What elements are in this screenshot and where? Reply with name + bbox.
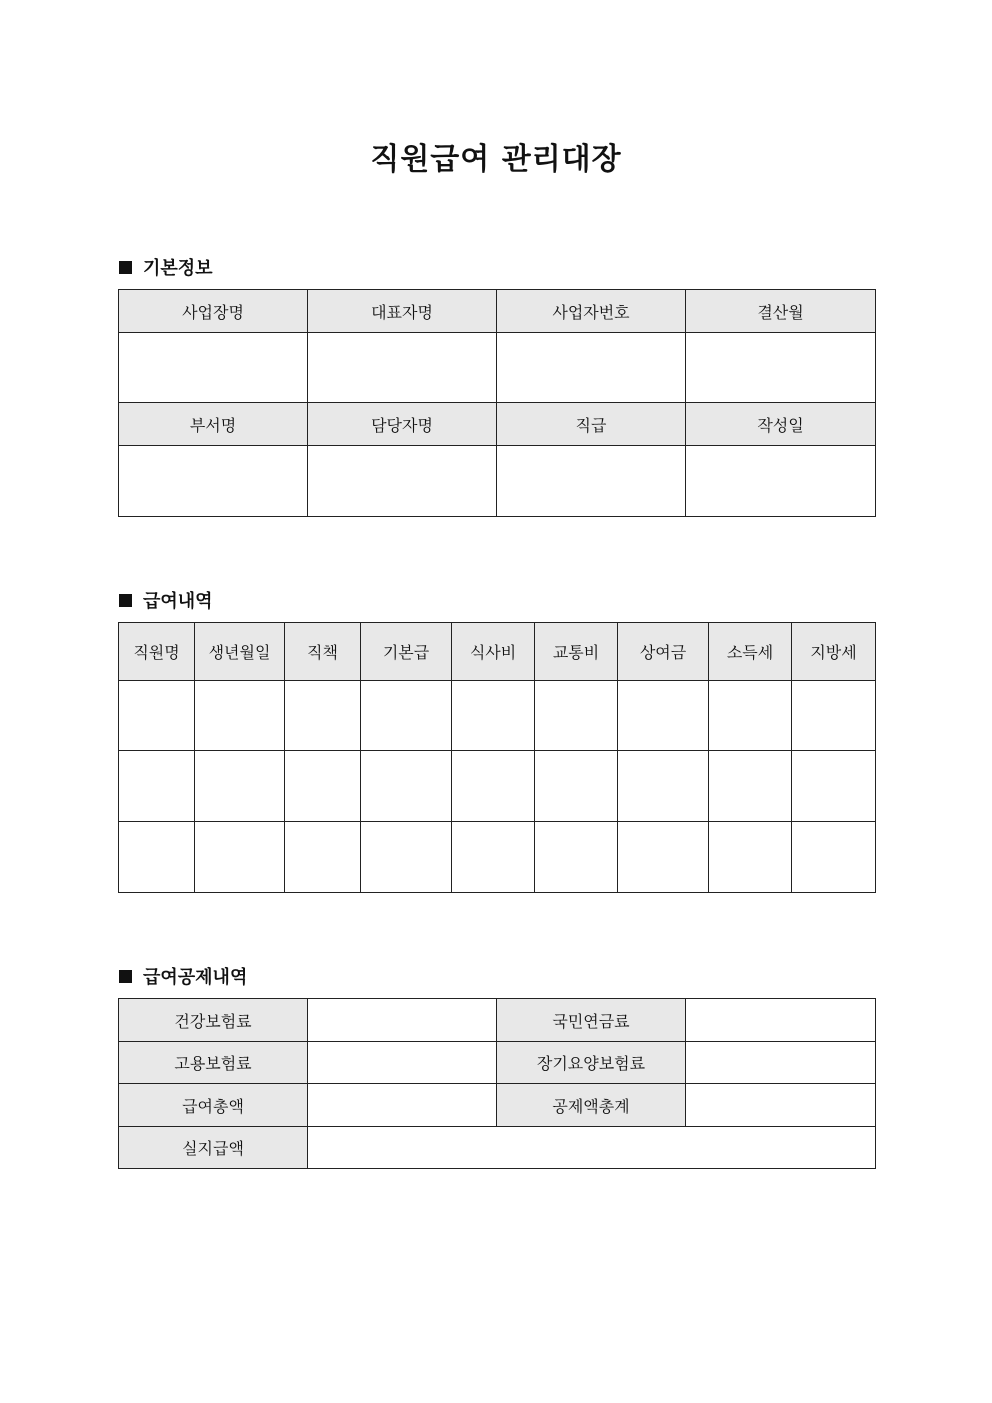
table-cell[interactable] (618, 681, 709, 751)
input-cell-net-pay[interactable] (308, 1127, 876, 1169)
header-position: 직급 (497, 403, 686, 446)
page-title: 직원급여 관리대장 (370, 142, 622, 177)
input-cell-written-date[interactable] (686, 446, 876, 517)
input-cell-long-term-care-insurance[interactable] (686, 1042, 876, 1084)
table-cell[interactable] (119, 751, 195, 822)
table-cell[interactable] (535, 822, 618, 893)
table-cell[interactable] (618, 822, 709, 893)
input-cell-health-insurance[interactable] (308, 999, 497, 1042)
table-cell[interactable] (792, 822, 876, 893)
header-business-number: 사업자번호 (497, 290, 686, 333)
header-manager: 담당자명 (308, 403, 497, 446)
header-birth-date: 생년월일 (195, 623, 285, 681)
square-bullet-icon (119, 594, 132, 607)
header-job-title: 직책 (285, 623, 361, 681)
salary-table (118, 622, 876, 893)
label-total-salary: 급여총액 (119, 1084, 308, 1127)
header-meal-allowance: 식사비 (452, 623, 535, 681)
table-cell[interactable] (452, 681, 535, 751)
table-cell[interactable] (618, 751, 709, 822)
label-net-pay: 실지급액 (119, 1127, 308, 1169)
section-heading-salary-label: 급여내역 (143, 591, 213, 612)
header-representative: 대표자명 (308, 290, 497, 333)
square-bullet-icon (119, 970, 132, 983)
input-cell-position[interactable] (497, 446, 686, 517)
input-cell-business-name[interactable] (119, 333, 308, 403)
table-cell[interactable] (709, 822, 792, 893)
table-cell[interactable] (709, 751, 792, 822)
deduction-table (118, 998, 876, 1169)
input-cell-business-number[interactable] (497, 333, 686, 403)
section-heading-basic (119, 254, 213, 280)
section-heading-basic-label: 기본정보 (143, 258, 213, 279)
header-business-name: 사업장명 (119, 290, 308, 333)
label-national-pension: 국민연금료 (497, 999, 686, 1042)
table-cell[interactable] (361, 822, 452, 893)
table-row (119, 681, 876, 751)
input-cell-manager[interactable] (308, 446, 497, 517)
input-cell-total-deduction[interactable] (686, 1084, 876, 1127)
input-cell-department[interactable] (119, 446, 308, 517)
table-cell[interactable] (195, 822, 285, 893)
table-cell[interactable] (195, 681, 285, 751)
table-cell[interactable] (119, 681, 195, 751)
square-bullet-icon (119, 261, 132, 274)
header-department: 부서명 (119, 403, 308, 446)
basic-info-table (118, 289, 876, 517)
header-bonus: 상여금 (618, 623, 709, 681)
table-cell[interactable] (285, 822, 361, 893)
table-row (119, 822, 876, 893)
table-cell[interactable] (792, 681, 876, 751)
section-heading-deduction-label: 급여공제내역 (143, 967, 248, 988)
input-cell-employment-insurance[interactable] (308, 1042, 497, 1084)
label-long-term-care-insurance: 장기요양보험료 (497, 1042, 686, 1084)
table-cell[interactable] (452, 751, 535, 822)
input-cell-total-salary[interactable] (308, 1084, 497, 1127)
table-cell[interactable] (119, 822, 195, 893)
table-cell[interactable] (361, 751, 452, 822)
header-written-date: 작성일 (686, 403, 876, 446)
section-heading-salary (119, 587, 213, 613)
header-settlement-month: 결산월 (686, 290, 876, 333)
table-cell[interactable] (195, 751, 285, 822)
header-income-tax: 소득세 (709, 623, 792, 681)
table-cell[interactable] (285, 751, 361, 822)
table-cell[interactable] (535, 681, 618, 751)
header-transport-allowance: 교통비 (535, 623, 618, 681)
header-employee-name: 직원명 (119, 623, 195, 681)
table-cell[interactable] (285, 681, 361, 751)
header-local-tax: 지방세 (792, 623, 876, 681)
input-cell-national-pension[interactable] (686, 999, 876, 1042)
input-cell-settlement-month[interactable] (686, 333, 876, 403)
table-cell[interactable] (452, 822, 535, 893)
label-employment-insurance: 고용보험료 (119, 1042, 308, 1084)
label-health-insurance: 건강보험료 (119, 999, 308, 1042)
table-cell[interactable] (792, 751, 876, 822)
table-cell[interactable] (709, 681, 792, 751)
input-cell-representative[interactable] (308, 333, 497, 403)
header-base-pay: 기본급 (361, 623, 452, 681)
section-heading-deduction (119, 963, 247, 989)
table-cell[interactable] (535, 751, 618, 822)
label-total-deduction: 공제액총계 (497, 1084, 686, 1127)
table-row (119, 751, 876, 822)
table-cell[interactable] (361, 681, 452, 751)
